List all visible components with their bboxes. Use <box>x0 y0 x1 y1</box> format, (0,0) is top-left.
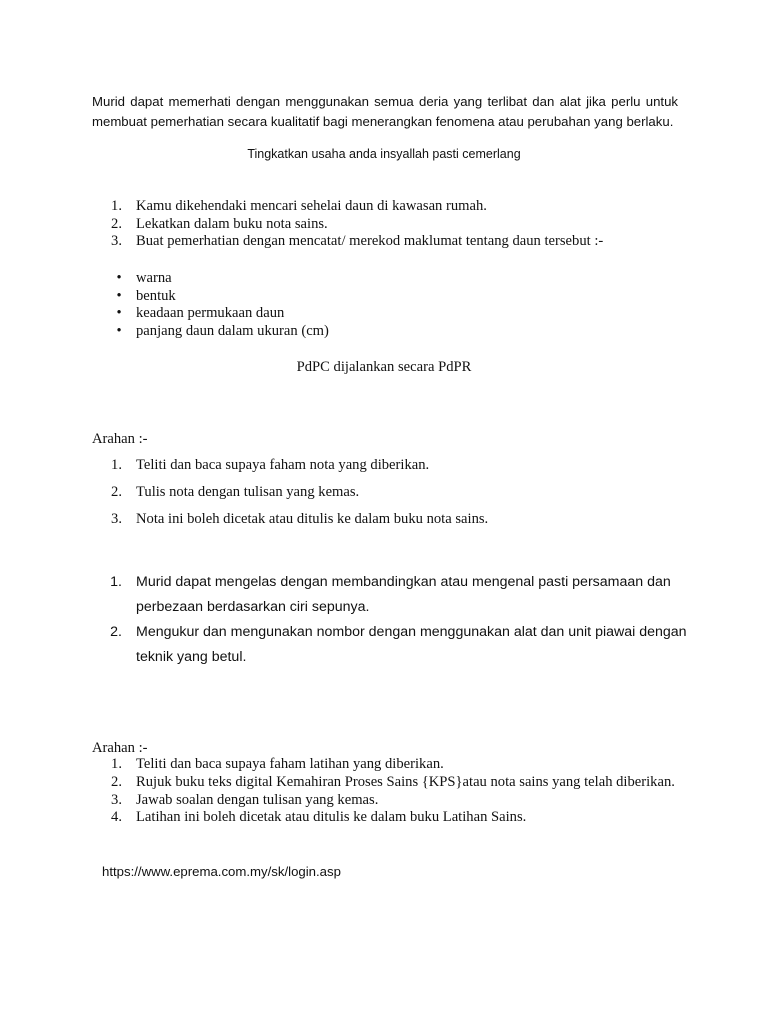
list-number: 2. <box>111 215 122 232</box>
instructions-list <box>92 456 692 537</box>
list-number: 3. <box>111 233 122 249</box>
list-number: 1. <box>110 574 122 590</box>
list-item <box>92 483 692 510</box>
list-item-text: Mengukur dan mengunakan nombor dengan menggunakan alat dan unit piawai dengan teknik yang betul. <box>136 624 687 665</box>
list-item <box>92 323 692 341</box>
list-item-text: bentuk <box>136 287 176 304</box>
list-number: 3. <box>111 791 122 808</box>
list-item-text: Lekatkan dalam buku nota sains. <box>136 215 328 232</box>
list-item-text: Jawab soalan dengan tulisan yang kemas. <box>136 791 379 808</box>
list-item <box>92 756 692 774</box>
list-number: 1. <box>111 457 122 473</box>
list-number: 4. <box>111 809 122 826</box>
bullet-icon: • <box>116 287 122 304</box>
list-item <box>92 792 692 810</box>
list-number: 1. <box>111 198 122 214</box>
list-item <box>92 216 692 234</box>
task-list <box>92 198 692 251</box>
list-number: 1. <box>111 756 122 772</box>
exercise-instructions-list <box>92 756 692 827</box>
skills-list <box>92 570 692 670</box>
list-item <box>92 288 692 306</box>
bullet-icon: • <box>116 270 122 286</box>
exercise-instructions-heading: Arahan :- <box>92 740 148 756</box>
list-item-text: Latihan ini boleh dicetak atau ditulis ke dalam buku Latihan Sains. <box>136 809 527 826</box>
list-number: 2. <box>111 773 122 790</box>
list-item-text: Kamu dikehendaki mencari sehelai daun di kawasan rumah. <box>136 198 487 214</box>
list-item-text: keadaan permukaan daun <box>136 305 285 322</box>
list-item-text: warna <box>136 270 172 286</box>
list-item <box>92 620 692 670</box>
list-item <box>92 456 692 483</box>
list-item <box>92 270 692 288</box>
intro-paragraph: Murid dapat memerhati dengan menggunakan semua deria yang terlibat dan alat jika perlu untuk membuat pemerhatian secara kualitatif bagi menerangkan fenomena atau perubahan yang berlaku. <box>92 94 678 129</box>
list-item-text: Tulis nota dengan tulisan yang kemas. <box>136 484 360 500</box>
list-item <box>92 570 692 620</box>
list-item <box>92 774 692 792</box>
list-number: 3. <box>111 511 122 527</box>
bullet-icon: • <box>116 322 122 339</box>
criteria-list <box>92 270 692 340</box>
list-item <box>92 305 692 323</box>
list-item-text: Nota ini boleh dicetak atau ditulis ke dalam buku nota sains. <box>136 511 489 527</box>
bullet-icon: • <box>116 305 122 322</box>
login-url-text: https://www.eprema.com.my/sk/login.asp <box>102 864 341 879</box>
instructions-heading: Arahan :- <box>92 431 148 447</box>
list-item-text: Teliti dan baca supaya faham latihan yang diberikan. <box>136 756 444 772</box>
list-item-text: Teliti dan baca supaya faham nota yang diberikan. <box>136 457 430 473</box>
list-item-text: panjang daun dalam ukuran (cm) <box>136 322 329 339</box>
list-number: 2. <box>111 484 122 500</box>
list-item-text: Rujuk buku teks digital Kemahiran Proses Sains {KPS}atau nota sains yang telah diberikan. <box>136 773 675 790</box>
list-item <box>92 198 692 216</box>
list-item <box>92 809 692 827</box>
list-number: 2. <box>110 624 122 640</box>
pdpc-note: PdPC dijalankan secara PdPR <box>296 359 472 375</box>
list-item-text: Murid dapat mengelas dengan membandingkan atau mengenal pasti persamaan dan perbezaan berdasarkan ciri sepunya. <box>136 574 671 615</box>
list-item <box>92 510 692 537</box>
motto-text: Tingkatkan usaha anda insyallah pasti cemerlang <box>247 147 521 161</box>
list-item-text: Buat pemerhatian dengan mencatat/ merekod maklumat tentang daun tersebut :- <box>136 233 604 249</box>
list-item <box>92 233 692 251</box>
